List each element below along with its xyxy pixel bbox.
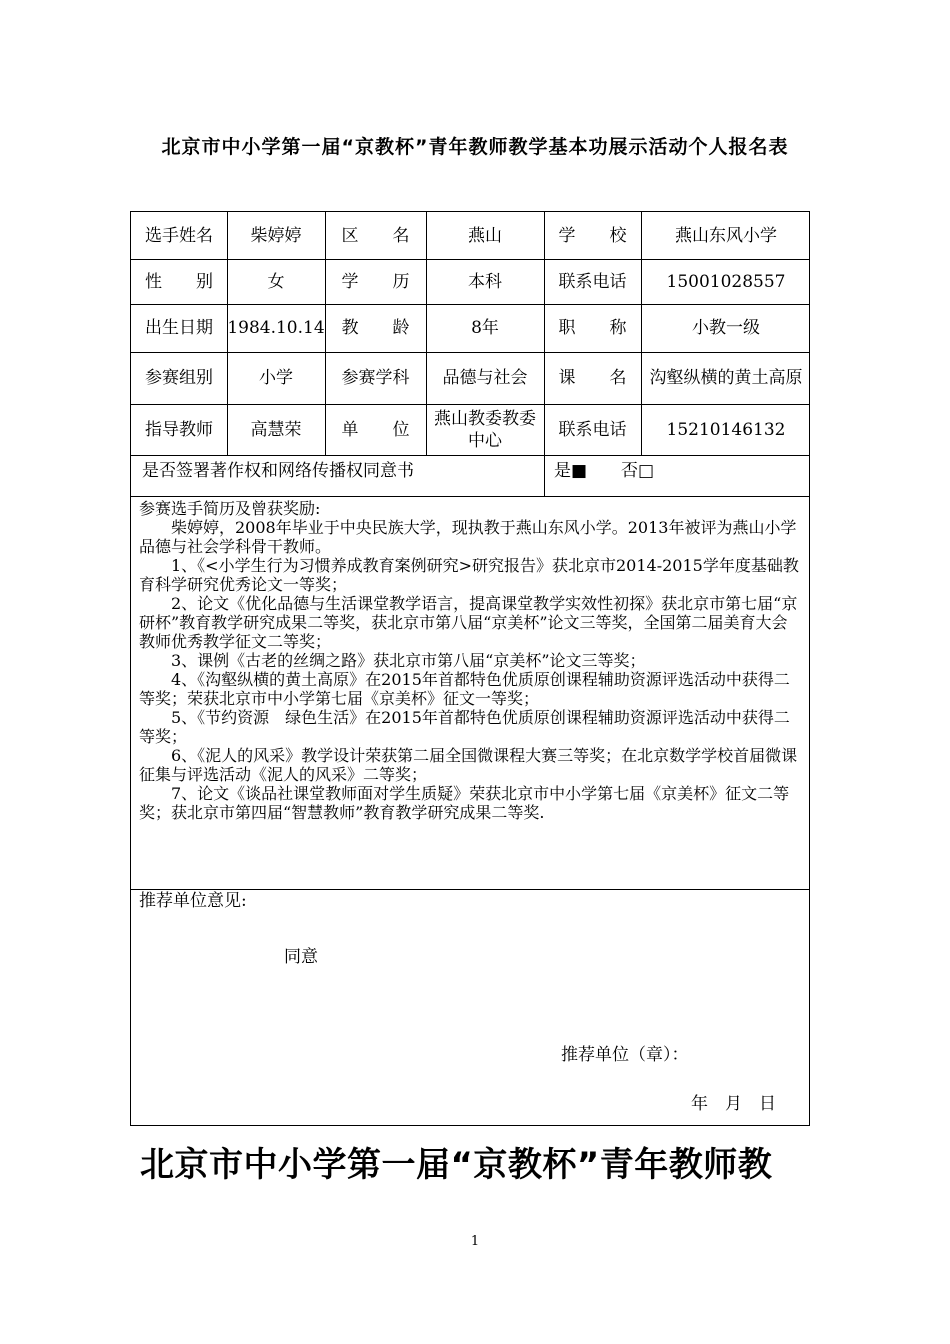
field-value: 燕山东风小学 [675, 225, 777, 246]
field-value: 柴婷婷 [250, 225, 302, 246]
recommendation-label: 推荐单位意见: [139, 891, 247, 911]
field-label: 参赛学科 [341, 368, 410, 388]
field-label: 单 位 [341, 419, 410, 440]
field-value: 沟壑纵横的黄土高原 [649, 368, 803, 388]
field-label: 区 名 [341, 225, 410, 246]
field-label: 联系电话 [558, 419, 627, 440]
field-value: 燕山 [468, 225, 502, 246]
field-label: 指导教师 [145, 419, 213, 440]
recommendation-unit-label: 推荐单位（章）： [561, 1045, 689, 1065]
field-label: 出生日期 [145, 318, 213, 338]
field-value: 8年 [471, 318, 499, 338]
field-label: 课 名 [558, 368, 627, 388]
page-number: 1 [470, 1234, 480, 1249]
field-label: 性 别 [145, 271, 213, 292]
field-label: 职 称 [558, 318, 627, 338]
field-value: 高慧荣 [250, 419, 302, 440]
row-divider [131, 455, 809, 456]
resume-paragraph: 柴婷婷，2008年毕业于中央民族大学，现执教于燕山东风小学。2013年被评为燕山小学品德与社会学科骨干教师。 [139, 518, 797, 556]
signature-checkboxes[interactable]: 是■ 否□ [554, 461, 655, 481]
field-label: 选手姓名 [145, 225, 213, 246]
field-value: 小教一级 [692, 318, 760, 338]
field-label: 学 历 [341, 271, 410, 292]
form-title: 北京市中小学第一届“京教杯”青年教师教学基本功展示活动个人报名表 [161, 136, 789, 158]
field-value: 女 [267, 271, 285, 292]
registration-form [130, 211, 810, 1126]
field-value: 小学 [259, 368, 293, 388]
field-value: 15001028557 [666, 271, 786, 292]
resume-paragraph: 6、《泥人的风采》教学设计荣获第二届全国微课程大赛三等奖；在北京数学学校首届微课征集与评选活动《泥人的风采》二等奖； [139, 746, 798, 784]
field-label: 教 龄 [341, 318, 410, 338]
resume-paragraph: 3、课例《古老的丝绸之路》获北京市第八届“京美杯”论文三等奖； [171, 651, 646, 670]
field-label: 联系电话 [558, 271, 627, 292]
field-value: 1984.10.14 [227, 318, 325, 338]
resume-paragraph: 4、《沟壑纵横的黄土高原》在2015年首都特色优质原创课程辅助资源评选活动中获得二等奖；荣获北京市中小学第七届《京美杯》征文一等奖； [139, 670, 790, 708]
resume-paragraph: 7、论文《谈品社课堂教师面对学生质疑》荣获北京市中小学第七届《京美杯》征文二等奖；获北京市第四届“智慧教师”教育教学研究成果二等奖. [139, 784, 790, 822]
resume-section [139, 499, 803, 822]
field-value: 品德与社会 [442, 368, 528, 388]
row-divider [131, 496, 809, 497]
field-label: 参赛组别 [145, 368, 213, 388]
resume-paragraph: 1、《<小学生行为习惯养成教育案例研究>研究报告》获北京市2014-2015学年度基础教育科学研究优秀论文一等奖； [139, 556, 799, 594]
field-label: 学 校 [558, 225, 627, 246]
recommendation-opinion: 同意 [284, 947, 318, 967]
resume-paragraph: 2、论文《优化品德与生活课堂教学语言，提高课堂教学实效性初探》获北京市第七届“京研杯”教育教学研究成果二等奖，获北京市第八届“京美杯”论文三等奖，全国第二届美育大会教师优秀教学征文二等奖； [139, 594, 798, 651]
recommendation-date: 年 月 日 [691, 1094, 776, 1114]
field-value: 本科 [468, 271, 502, 292]
signature-label: 是否签署著作权和网络传播权同意书 [142, 461, 414, 481]
resume-paragraph: 5、《节约资源 绿色生活》在2015年首都特色优质原创课程辅助资源评选活动中获得二等奖； [139, 708, 790, 746]
resume-heading: 参赛选手简历及曾获奖励: [139, 499, 321, 518]
field-value: 15210146132 [666, 419, 786, 440]
field-value: 燕山教委教委中心 [434, 408, 536, 451]
next-page-title: 北京市中小学第一届“京教杯”青年教师教 [140, 1145, 773, 1185]
